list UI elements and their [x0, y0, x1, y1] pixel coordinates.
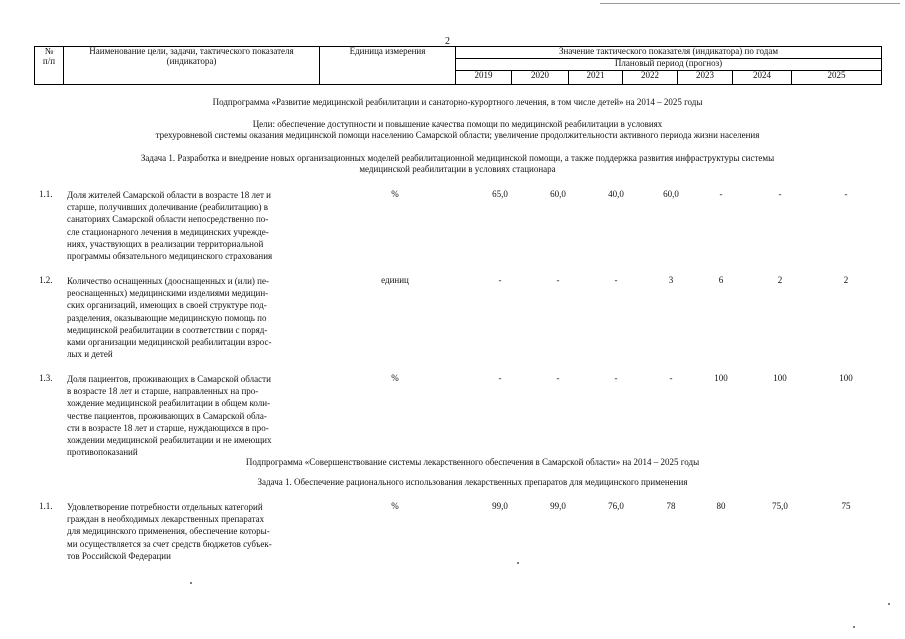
row-value-2020: 99,0 — [550, 501, 566, 511]
row-description-line: ских организаций, имеющих в своей структуре под- — [67, 300, 267, 311]
row-value-2022: 78 — [666, 501, 676, 511]
row-value-2019: 65,0 — [492, 189, 508, 199]
header-col-unit: Единица измерения — [320, 47, 456, 85]
row-value-2022: - — [669, 373, 673, 383]
row-description-line: санаториях Самарской области непосредственно по- — [67, 214, 269, 225]
page-number: 2 — [445, 36, 450, 47]
header-table — [34, 46, 882, 85]
header-col-values: Значение тактического показателя (индикатора) по годам — [456, 47, 882, 59]
row-value-2019: - — [498, 373, 502, 383]
row-number: 1.3. — [39, 373, 53, 383]
row-unit: % — [391, 501, 399, 511]
header-col-number: № п/п — [35, 47, 64, 85]
row-value-2024: 75,0 — [772, 501, 788, 511]
row-value-2025: - — [844, 189, 848, 199]
row-unit: % — [391, 189, 399, 199]
scan-speck — [517, 562, 519, 564]
header-year: 2020 — [512, 71, 569, 85]
row-value-2025: 2 — [843, 275, 849, 285]
row-value-2023: 6 — [718, 275, 724, 285]
row-description-line: программы обязательного медицинского страхования — [67, 251, 273, 262]
row-description-line: реоснащенных) медицинскими изделиями медицин- — [67, 288, 269, 299]
row-description-line: Доля жителей Самарской области в возрасте 18 лет и — [67, 190, 271, 200]
subprogram-1-task-line2: медицинской реабилитации в условиях стационара — [359, 164, 556, 174]
row-value-2024: 100 — [773, 373, 787, 383]
row-description-line: противопоказаний — [67, 447, 138, 458]
row-description — [67, 275, 315, 360]
header-year: 2025 — [792, 71, 882, 85]
header-year: 2024 — [733, 71, 792, 85]
subprogram-1-task-line1: Задача 1. Разработка и внедрение новых организационных моделей реабилитационной медицинской помощи, а также поддержка развития инфраструктуры системы — [140, 153, 775, 163]
row-number: 1.1. — [39, 189, 53, 199]
row-value-2021: 76,0 — [608, 501, 624, 511]
row-description-line: медицинской реабилитации в соответствии с поряд- — [67, 324, 268, 335]
row-value-2022: 60,0 — [663, 189, 679, 199]
row-description-line: для медицинского применения, обеспечение которы- — [67, 526, 270, 537]
row-description-line: лых и детей — [67, 349, 113, 360]
row-value-2020: 60,0 — [550, 189, 566, 199]
row-description-line: старше, получивших долечивание (реабилитацию) в — [67, 202, 268, 213]
row-description — [67, 189, 315, 262]
header-year: 2021 — [569, 71, 623, 85]
scan-speck — [888, 603, 890, 605]
row-description-line: Удовлетворение потребности отдельных категорий — [67, 502, 263, 512]
row-number: 1.2. — [39, 275, 53, 285]
subprogram-2-title: Подпрограмма «Совершенствование системы лекарственного обеспечения в Самарской области» на 2014 – 2025 годы — [245, 457, 700, 467]
row-value-2021: - — [614, 275, 618, 285]
header-year: 2019 — [456, 71, 512, 85]
row-number: 1.1. — [39, 501, 53, 511]
subprogram-2-task-line1: Задача 1. Обеспечение рационального использования лекарственных препаратов для медицинского применения — [257, 477, 688, 487]
row-description-line: граждан в необходимых лекарственных препаратах — [67, 514, 265, 525]
row-description-line: разделения, оказывающие медицинскую помощь по — [67, 312, 267, 323]
row-description-line: тов Российской Федерации — [67, 550, 171, 561]
header-col-planned: Плановый период (прогноз) — [456, 59, 882, 71]
row-value-2019: - — [498, 275, 502, 285]
subprogram-1-title: Подпрограмма «Развитие медицинской реабилитации и санаторно-курортного лечения, в том числе детей» на 2014 – 2025 годы — [212, 97, 703, 107]
row-value-2025: 75 — [841, 501, 851, 511]
header-year: 2023 — [678, 71, 733, 85]
row-value-2022: 3 — [668, 275, 674, 285]
row-value-2020: - — [556, 373, 560, 383]
row-description-line: в возрасте 18 лет и старше, направленных на про- — [67, 386, 259, 397]
row-value-2025: 100 — [839, 373, 853, 383]
subprogram-1-goals-line2: трехуровневой системы оказания медицинской помощи населению Самарской области; увеличение продолжительности активного периода жизни населения — [155, 130, 760, 140]
row-value-2019: 99,0 — [492, 501, 508, 511]
row-description — [67, 373, 315, 458]
row-value-2023: 100 — [714, 373, 728, 383]
row-description-line: честве пациентов, проживающих в Самарской обла- — [67, 410, 267, 421]
row-description-line: сти в возрасте 18 лет и старше, нуждающихся в про- — [67, 422, 269, 433]
row-description-line: Доля пациентов, проживающих в Самарской области — [67, 374, 271, 384]
row-description-line: хождение медицинской реабилитации в общем коли- — [67, 398, 271, 409]
row-description-line: сле стационарного лечения в медицинских учрежде- — [67, 226, 269, 237]
row-description-line: ниях, участвующих в реализации территориальной — [67, 238, 264, 249]
row-unit: % — [391, 373, 399, 383]
scan-edge-line — [600, 3, 900, 4]
row-value-2021: 40,0 — [608, 189, 624, 199]
row-description — [67, 501, 315, 562]
header-year: 2022 — [623, 71, 678, 85]
row-description-line: Количество оснащенных (дооснащенных и (или) пе- — [67, 276, 269, 286]
header-col-name: Наименование цели, задачи, тактического показателя (индикатора) — [64, 47, 320, 85]
row-description-line: ми осуществляется за счет средств бюджетов субъек- — [67, 538, 272, 549]
row-description-line: ками организации медицинской реабилитации взрос- — [67, 337, 272, 348]
scan-speck — [190, 582, 192, 584]
row-value-2023: - — [719, 189, 723, 199]
row-value-2020: - — [556, 275, 560, 285]
row-value-2024: 2 — [777, 275, 783, 285]
row-value-2024: - — [778, 189, 782, 199]
row-unit: единиц — [381, 275, 409, 285]
row-description-line: хождении медицинской реабилитации и не имеющих — [67, 435, 272, 446]
scan-speck — [853, 626, 855, 628]
row-value-2023: 80 — [716, 501, 726, 511]
subprogram-1-goals-line1: Цели: обеспечение доступности и повышение качества помощи по медицинской реабилитации в условиях — [252, 119, 663, 129]
row-value-2021: - — [614, 373, 618, 383]
